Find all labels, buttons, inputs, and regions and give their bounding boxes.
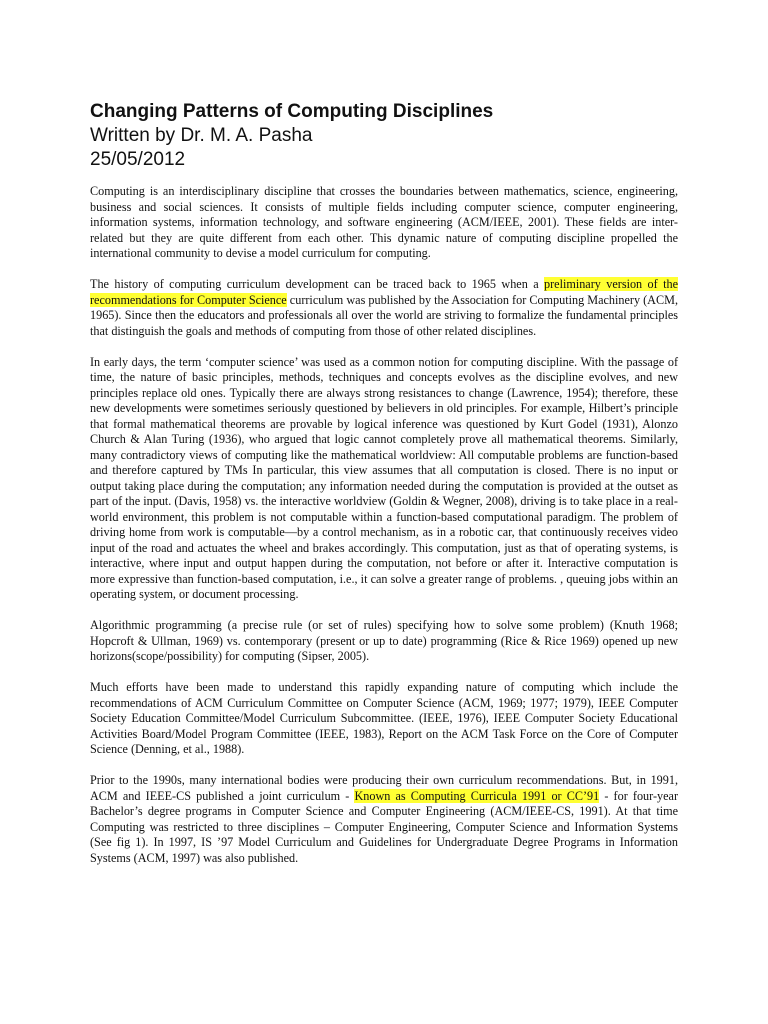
paragraph [90, 184, 678, 262]
paragraph [90, 773, 678, 866]
author-line: Written by Dr. M. A. Pasha [90, 125, 313, 146]
document-body [90, 184, 678, 882]
paragraph [90, 680, 678, 758]
paragraph-text: The history of computing curriculum development can be traced back to 1965 when a [90, 277, 545, 291]
paragraph-text: Computing is an interdisciplinary discipline that crosses the boundaries between mathematics, science, engineering, business and social sciences. It consists of multiple fields including computer science, computer engineering, information systems, information technology, and software engineering (ACM/IEEE, 2001). These fields are inter-related but they are quite different from each other. This dynamic nature of computing discipline propelled the international community to devise a model curriculum for computing. [90, 184, 678, 260]
paragraph-text: Prior to the 1990s, many international bodies were producing their own curriculum recommendations. But, in 1991, ACM and IEEE-CS published a joint curriculum - [90, 773, 678, 803]
document-title: Changing Patterns of Computing Disciplines [90, 101, 494, 122]
paragraph-text: Much efforts have been made to understand this rapidly expanding nature of computing which include the recommendations of ACM Curriculum Committee on Computer Science (ACM, 1969; 1977; 1979), IEEE Computer Society Education Committee/Model Curriculum Subcommittee. (IEEE, 1976), IEEE Computer Society Educational Activities Board/Model Program Committee (IEEE, 1983), Report on the ACM Task Force on the Core of Computer Science (Denning, et al., 1988). [90, 680, 678, 756]
paragraph-text: curriculum was published by the Association for Computing Machinery (ACM, 1965). Since then the educators and professionals all over the world are striving to formalize the fundamental principles that distinguish the goals and methods of computing from those of other related disciplines. [90, 292, 678, 338]
paragraph-text: In early days, the term ‘computer science’ was used as a common notion for computing discipline. With the passage of time, the nature of basic principles, methods, techniques and concepts evolves as the discipline evolves, and new principles replace old ones. Typically there are always strong resistances to change (Lawrence, 1954); therefore, these new developments were sometimes seriously questioned by believers in old principles. For example, Hilbert’s principle that formal mathematical theorems are provable by logical inference was questioned by Kurt Godel (1931), Alonzo Church & Alan Turing (1936), who argued that logic cannot completely prove all mathematical theorems. Similarly, many contradictory views of computing like the mathematical worldview: All computable problems are function-based and therefore captured by TMs In particular, this view assumes that all computation is closed. There is no input or output taking place during the computation; any information needed during the computation is provided at the outset as part of the input. (Davis, 1958) vs. the interactive worldview (Goldin & Wegner, 2008), driving is to take place in a real-world environment, this problem is not computable within a function-based computational paradigm. The problem of driving home from work is computable—by a control mechanism, as in a robotic car, that continuously receives video input of the road and actuates the wheel and brakes accordingly. This computation, just as that of operating systems, is interactive, where input and output happen during the computation, not before or after it. Interactive computation is more expressive than function-based computation, i.e., it can solve a greater range of problems. , queuing jobs within an operating system, or document processing. [90, 354, 678, 601]
paragraph [90, 355, 678, 603]
date-line: 25/05/2012 [90, 149, 186, 170]
paragraph-text: Algorithmic programming (a precise rule (or set of rules) specifying how to solve some problem) (Knuth 1968; Hopcroft & Ullman, 1969) vs. contemporary (present or up to date) programming (Rice & Rice 1969) opened up new horizons(scope/possibility) for computing (Sipser, 2005). [90, 618, 678, 663]
paragraph [90, 277, 678, 339]
paragraph [90, 618, 678, 665]
highlighted-text: Known as Computing Curricula 1991 or CC’91 [354, 788, 600, 803]
highlighted-text: preliminary version of the recommendations for Computer Science [90, 277, 679, 307]
paragraph-text: - for four-year Bachelor’s degree programs in Computer Science and Computer Engineering (ACM/IEEE-CS, 1991). At that time Computing was restricted to three disciplines – Computer Engineering, Computer Science and Information Systems (See fig 1). In 1997, IS ’97 Model Curriculum and Guidelines for Undergraduate Degree Programs in Information Systems (ACM, 1997) was also published. [90, 788, 678, 865]
document-heading [90, 100, 690, 172]
